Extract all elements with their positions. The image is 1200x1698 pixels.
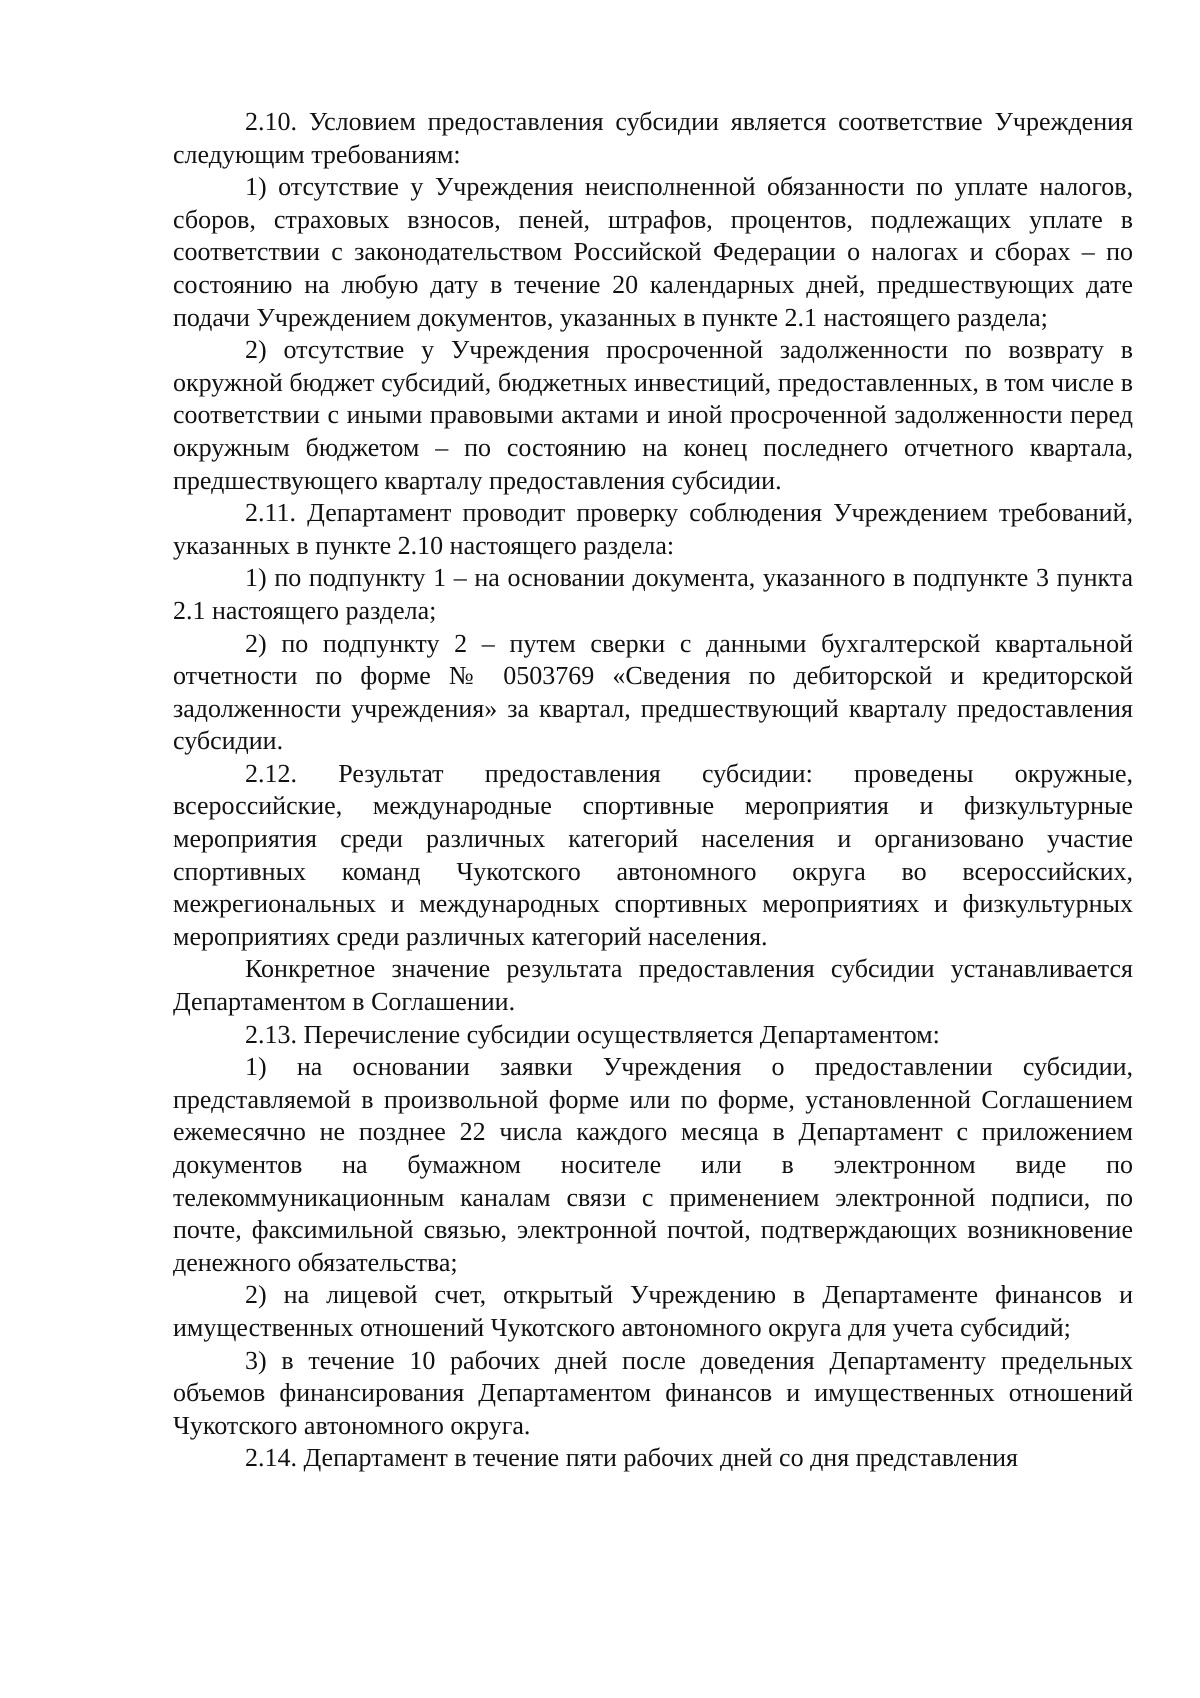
paragraph-2-14: 2.14. Департамент в течение пяти рабочих дней со дня представления bbox=[245, 1443, 1019, 1473]
paragraph-2-10: 2.10. Условием предоставления субсидии является соответствие Учреждения следующим требованиям: bbox=[173, 107, 1133, 169]
paragraph-2-10-item-1: 1) отсутствие у Учреждения неисполненной обязанности по уплате налогов, сборов, страховых взносов, пеней, штрафов, процентов, подлежащих уплате в соответствии с законодательством Российской Федерации о налогах и сборах – по состоянию на любую дату в течение 20 календарных дней, предшествующих дате подачи Учреждением документов, указанных в пункте 2.1 настоящего раздела; bbox=[173, 172, 1133, 332]
paragraph-2-12-result-value: Конкретное значение результата предоставления субсидии устанавливается Департаментом в Соглашении. bbox=[173, 954, 1133, 1017]
paragraph-2-13: 2.13. Перечисление субсидии осуществляется Департаментом: bbox=[245, 1019, 940, 1049]
paragraph-2-10-item-2: 2) отсутствие у Учреждения просроченной задолженности по возврату в окружной бюджет субсидий, бюджетных инвестиций, предоставленных, в том числе в соответствии с иными правовыми актами и иной просроченной задолженности перед окружным бюджетом – по состоянию на конец последнего отчетного квартала, предшествующего кварталу предоставления субсидии. bbox=[173, 335, 1133, 495]
paragraph-2-13-item-3: 3) в течение 10 рабочих дней после доведения Департаменту предельных объемов финансирования Департаментом финансов и имущественных отношений Чукотского автономного округа. bbox=[173, 1345, 1133, 1440]
paragraph-2-12: 2.12. Результат предоставления субсидии: проведены окружные, всероссийские, международные спортивные мероприятия и физкультурные мероприятия среди различных категорий населения и организовано участие спортивных команд Чукотского автономного округа во всероссийских, межрегиональных и международных спортивных мероприятиях и физкультурных мероприятиях среди различных категорий населения. bbox=[173, 758, 1133, 951]
paragraph-2-11-item-2: 2) по подпункту 2 – путем сверки с данными бухгалтерской квартальной отчетности по форме № 0503769 «Сведения по дебиторской и кредиторской задолженности учреждения» за квартал, предшествующий кварталу предоставления субсидии. bbox=[173, 628, 1133, 756]
paragraph-2-13-item-2: 2) на лицевой счет, открытый Учреждению в Департаменте финансов и имущественных отношений Чукотского автономного округа для учета субсидий; bbox=[173, 1280, 1133, 1342]
paragraph-2-11: 2.11. Департамент проводит проверку соблюдения Учреждением требований, указанных в пункте 2.10 настоящего раздела: bbox=[173, 498, 1133, 560]
document-body bbox=[173, 106, 1133, 1475]
paragraph-2-11-item-1: 1) по подпункту 1 – на основании документа, указанного в подпункте 3 пункта 2.1 настоящего раздела; bbox=[173, 563, 1133, 625]
paragraph-2-13-item-1: 1) на основании заявки Учреждения о предоставлении субсидии, представляемой в произвольной форме или по форме, установленной Соглашением ежемесячно не позднее 22 числа каждого месяца в Департамент с приложением документов на бумажном носителе или в электронном виде по телекоммуникационным каналам связи с применением электронной подписи, по почте, факсимильной связью, электронной почтой, подтверждающих возникновение денежного обязательства; bbox=[173, 1052, 1133, 1277]
